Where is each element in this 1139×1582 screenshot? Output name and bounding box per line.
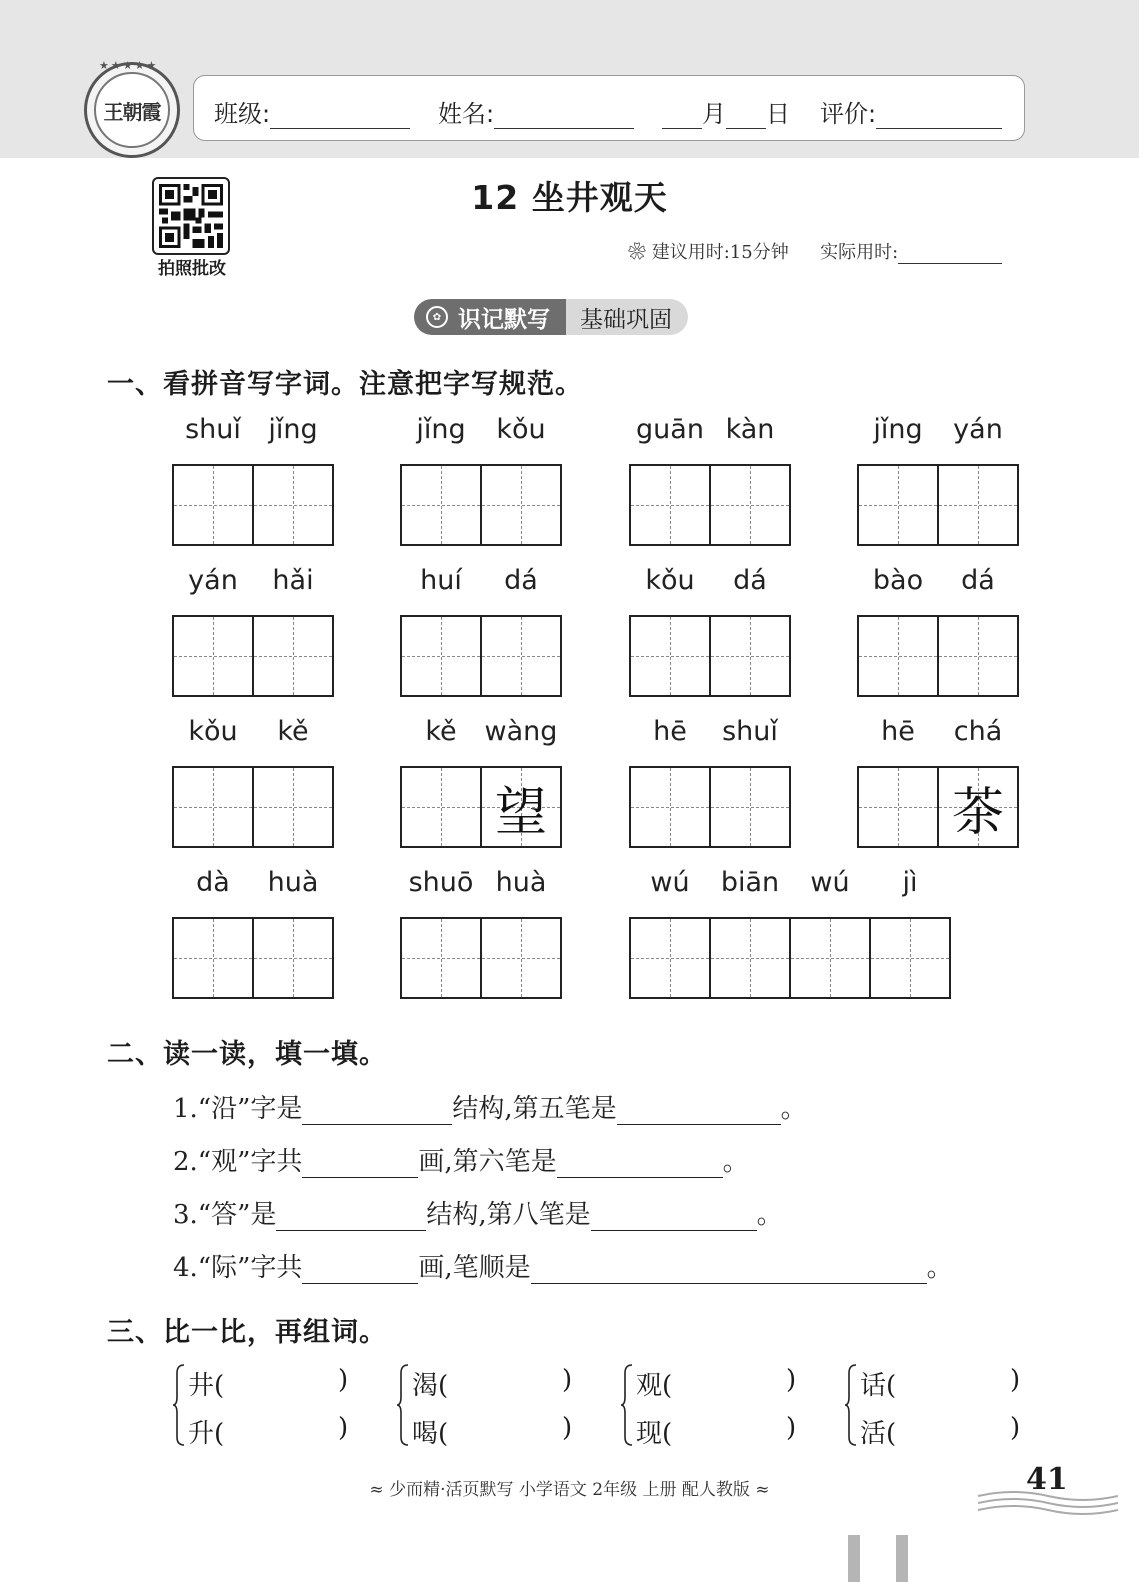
class-blank[interactable]: [270, 107, 410, 129]
writing-grid: [629, 766, 791, 848]
writing-cell[interactable]: [480, 917, 562, 999]
compare-top-answer-slot[interactable]: ): [786, 1365, 797, 1395]
fill-item-2-text-a: 2.“观”字共: [173, 1147, 303, 1177]
writing-cell[interactable]: [400, 464, 482, 546]
timing-info: [628, 238, 1002, 264]
pinyin-label: hǎi: [272, 565, 314, 596]
compare-bottom-answer-slot[interactable]: ): [1010, 1413, 1021, 1443]
word-2: [400, 414, 562, 546]
fill-item-1-blank-1[interactable]: [302, 1097, 452, 1125]
writing-cell[interactable]: [252, 464, 334, 546]
writing-grid: [400, 766, 562, 848]
compare-top-char: 话(: [860, 1371, 897, 1401]
word-5: [172, 565, 334, 697]
writing-cell[interactable]: [400, 917, 482, 999]
cell-character: [859, 617, 937, 695]
writing-cell[interactable]: [629, 917, 711, 999]
flower-icon: ❀: [628, 242, 646, 263]
month-label: 月: [702, 100, 726, 128]
cell-character: [871, 919, 949, 997]
medal-icon: ✿: [426, 306, 448, 328]
fill-item-2: [173, 1141, 749, 1178]
date-field[interactable]: [662, 94, 790, 129]
class-field[interactable]: [214, 94, 410, 129]
pinyin-label: wú: [650, 867, 690, 898]
fill-item-2-text-c: 。: [722, 1147, 749, 1177]
cell-character: [791, 919, 869, 997]
writing-cell[interactable]: [252, 917, 334, 999]
word-6: [400, 565, 562, 697]
compare-group-4: [844, 1363, 1024, 1453]
cell-character: [711, 617, 789, 695]
writing-grid: [400, 917, 562, 999]
writing-cell[interactable]: [869, 917, 951, 999]
cell-character: [631, 617, 709, 695]
brace-icon: [396, 1363, 410, 1447]
pinyin-label: dà: [196, 867, 230, 898]
cell-character: [254, 919, 332, 997]
writing-cell[interactable]: [172, 464, 254, 546]
compare-top-char: 观(: [636, 1371, 673, 1401]
compare-top-answer-slot[interactable]: ): [1010, 1365, 1021, 1395]
name-label: 姓名:: [438, 100, 495, 128]
writing-grid: [629, 917, 951, 999]
page-tab-mark: [848, 1535, 860, 1582]
word-8: [857, 565, 1019, 697]
writing-cell[interactable]: [857, 766, 939, 848]
writing-grid: [857, 766, 1019, 848]
writing-cell[interactable]: [480, 615, 562, 697]
pinyin-label: huà: [495, 867, 547, 898]
fill-item-3-text-a: 3.“答”是: [173, 1200, 277, 1230]
pinyin-label: huà: [267, 867, 319, 898]
pinyin-label: kàn: [725, 414, 775, 445]
word-13: [172, 867, 334, 999]
pinyin-label: yán: [953, 414, 1003, 445]
cell-character: [482, 919, 560, 997]
compare-group-2: [396, 1363, 576, 1453]
writing-cell[interactable]: [252, 615, 334, 697]
writing-grid: [172, 917, 334, 999]
compare-top-char: 渴(: [412, 1371, 449, 1401]
pinyin-label: shuō: [408, 867, 474, 898]
fill-item-1: [173, 1088, 807, 1125]
fill-item-3-text-b: 结构,第八笔是: [426, 1200, 591, 1230]
word-1: [172, 414, 334, 546]
writing-cell[interactable]: [789, 917, 871, 999]
writing-cell[interactable]: [709, 766, 791, 848]
writing-grid: [172, 464, 334, 546]
qr-label: 拍照批改: [158, 259, 226, 279]
cell-character: [711, 919, 789, 997]
fill-item-4: [173, 1247, 953, 1284]
pinyin-label: kǒu: [645, 565, 695, 596]
pinyin-label: wàng: [484, 716, 558, 747]
compare-bottom-char: 喝(: [412, 1419, 449, 1449]
writing-grid: [172, 615, 334, 697]
pinyin-label: wú: [810, 867, 850, 898]
cell-character: [174, 466, 252, 544]
writing-grid: [629, 464, 791, 546]
section-banner: [414, 299, 688, 335]
pinyin-label: kǒu: [188, 716, 238, 747]
compare-bottom-char: 活(: [860, 1419, 897, 1449]
writing-grid: [172, 766, 334, 848]
month-blank[interactable]: [662, 107, 702, 129]
cell-character: [631, 768, 709, 846]
cell-character: [711, 466, 789, 544]
writing-cell[interactable]: [172, 766, 254, 848]
page-tab-mark: [896, 1535, 908, 1582]
writing-cell[interactable]: [937, 766, 1019, 848]
section2-heading: 二、读一读，填一填。: [107, 1039, 387, 1070]
writing-cell[interactable]: [400, 766, 482, 848]
name-blank[interactable]: [494, 107, 634, 129]
name-field[interactable]: [438, 94, 634, 129]
fill-item-2-blank-1[interactable]: [302, 1150, 418, 1178]
fill-item-3-blank-2[interactable]: [591, 1203, 757, 1231]
writing-grid: [629, 615, 791, 697]
fill-item-2-blank-2[interactable]: [557, 1150, 723, 1178]
pinyin-label: biān: [720, 867, 780, 898]
compare-bottom-char: 现(: [636, 1419, 673, 1449]
banner-dark-label: 识记默写: [458, 306, 550, 333]
cell-character: [254, 617, 332, 695]
word-14: [400, 867, 562, 999]
rating-field[interactable]: [820, 94, 1002, 129]
banner-dark: [414, 299, 568, 335]
pinyin-label: kě: [425, 716, 457, 747]
writing-cell[interactable]: [937, 615, 1019, 697]
cell-character: [482, 617, 560, 695]
pinyin-label: jǐng: [268, 414, 318, 445]
writing-grid: [857, 464, 1019, 546]
fill-item-1-text-b: 结构,第五笔是: [452, 1094, 617, 1124]
pinyin-label: dá: [504, 565, 538, 596]
cell-character: [631, 466, 709, 544]
cell-character: [859, 466, 937, 544]
writing-cell[interactable]: [252, 766, 334, 848]
cell-character: [402, 617, 480, 695]
fill-item-4-text-b: 画,笔顺是: [418, 1253, 531, 1283]
compare-group-1: [172, 1363, 352, 1453]
pinyin-label: huí: [420, 565, 462, 596]
word-9: [172, 716, 334, 848]
fill-item-4-blank-1[interactable]: [302, 1256, 418, 1284]
section1-heading: 一、看拼音写字词。注意把字写规范。: [107, 369, 583, 400]
fill-item-1-text-a: 1.“沿”字是: [173, 1094, 303, 1124]
writing-cell[interactable]: [709, 615, 791, 697]
writing-grid: [400, 464, 562, 546]
cell-character: [174, 768, 252, 846]
cell-character: [482, 466, 560, 544]
brace-icon: [172, 1363, 186, 1447]
pinyin-label: kě: [277, 716, 309, 747]
cell-character: [174, 919, 252, 997]
compare-bottom-char: 升(: [188, 1419, 225, 1449]
cell-character: [254, 466, 332, 544]
fill-item-4-blank-2[interactable]: [531, 1256, 927, 1284]
word-3: [629, 414, 791, 546]
banner-light-label: 基础巩固: [566, 299, 688, 335]
pinyin-label: hē: [653, 716, 687, 747]
writing-cell[interactable]: [480, 766, 562, 848]
writing-cell[interactable]: [937, 464, 1019, 546]
word-7: [629, 565, 791, 697]
cell-character: [402, 466, 480, 544]
student-info-box: [193, 75, 1025, 141]
page-number: 41: [1026, 1462, 1068, 1497]
cell-character: [939, 466, 1017, 544]
pinyin-label: jǐng: [416, 414, 466, 445]
day-label: 日: [766, 100, 790, 128]
word-15: [629, 867, 951, 999]
pinyin-label: shuǐ: [722, 716, 778, 747]
suggested-time: 建议用时:15分钟: [651, 242, 789, 263]
compare-top-answer-slot[interactable]: ): [338, 1365, 349, 1395]
cell-character: 望: [494, 782, 547, 843]
cell-character: [859, 768, 937, 846]
writing-cell[interactable]: [709, 464, 791, 546]
fill-item-3-text-c: 。: [756, 1200, 783, 1230]
pinyin-label: bào: [872, 565, 924, 596]
footer-text: ≈ 少而精·活页默写 小学语文 2年级 上册 配人教版 ≈: [369, 1480, 770, 1500]
pinyin-label: dá: [733, 565, 767, 596]
writing-grid: [857, 615, 1019, 697]
pinyin-label: chá: [953, 716, 1003, 747]
cell-character: [939, 617, 1017, 695]
word-11: [629, 716, 791, 848]
actual-time-blank[interactable]: [898, 246, 1002, 264]
writing-cell[interactable]: [857, 464, 939, 546]
fill-item-3: [173, 1194, 783, 1231]
cell-character: [254, 768, 332, 846]
logo-text: 王朝霞: [94, 72, 170, 148]
compare-group-3: [620, 1363, 800, 1453]
word-10: [400, 716, 562, 848]
class-label: 班级:: [214, 100, 271, 128]
fill-item-4-text-c: 。: [926, 1253, 953, 1283]
cell-character: 茶: [951, 782, 1004, 843]
word-4: [857, 414, 1019, 546]
writing-cell[interactable]: [629, 464, 711, 546]
fill-item-1-text-c: 。: [780, 1094, 807, 1124]
pinyin-label: hē: [881, 716, 915, 747]
compare-top-answer-slot[interactable]: ): [562, 1365, 573, 1395]
rating-blank[interactable]: [876, 107, 1002, 129]
fill-item-3-blank-1[interactable]: [276, 1203, 426, 1231]
pinyin-label: kǒu: [496, 414, 546, 445]
pinyin-label: dá: [961, 565, 995, 596]
writing-cell[interactable]: [857, 615, 939, 697]
rating-label: 评价:: [820, 100, 877, 128]
fill-item-2-text-b: 画,第六笔是: [418, 1147, 557, 1177]
pinyin-label: jì: [902, 867, 918, 898]
lesson-title: 12 坐井观天: [471, 178, 668, 217]
cell-character: [402, 768, 480, 846]
compare-bottom-answer-slot[interactable]: ): [338, 1413, 349, 1443]
wave-decoration-icon: [978, 1488, 1118, 1518]
publisher-logo: [84, 59, 180, 158]
section3-heading: 三、比一比，再组词。: [107, 1317, 387, 1348]
cell-character: [402, 919, 480, 997]
writing-cell[interactable]: [172, 615, 254, 697]
writing-cell[interactable]: [629, 766, 711, 848]
brace-icon: [844, 1363, 858, 1447]
writing-cell[interactable]: [629, 615, 711, 697]
cell-character: [631, 919, 709, 997]
pinyin-label: shuǐ: [185, 414, 241, 445]
logo-stars-icon: ★★★★★: [99, 59, 159, 72]
pinyin-label: yán: [188, 565, 238, 596]
cell-character: [711, 768, 789, 846]
writing-grid: [400, 615, 562, 697]
pinyin-label: guān: [636, 414, 704, 445]
brace-icon: [620, 1363, 634, 1447]
word-12: [857, 716, 1019, 848]
writing-cell[interactable]: [709, 917, 791, 999]
day-blank[interactable]: [726, 107, 766, 129]
cell-character: [174, 617, 252, 695]
writing-cell[interactable]: [400, 615, 482, 697]
compare-bottom-answer-slot[interactable]: ): [562, 1413, 573, 1443]
compare-top-char: 井(: [188, 1371, 225, 1401]
fill-item-4-text-a: 4.“际”字共: [173, 1253, 303, 1283]
writing-cell[interactable]: [480, 464, 562, 546]
writing-cell[interactable]: [172, 917, 254, 999]
fill-item-1-blank-2[interactable]: [617, 1097, 781, 1125]
actual-time-label: 实际用时:: [820, 242, 899, 263]
pinyin-label: jǐng: [873, 414, 923, 445]
compare-bottom-answer-slot[interactable]: ): [786, 1413, 797, 1443]
